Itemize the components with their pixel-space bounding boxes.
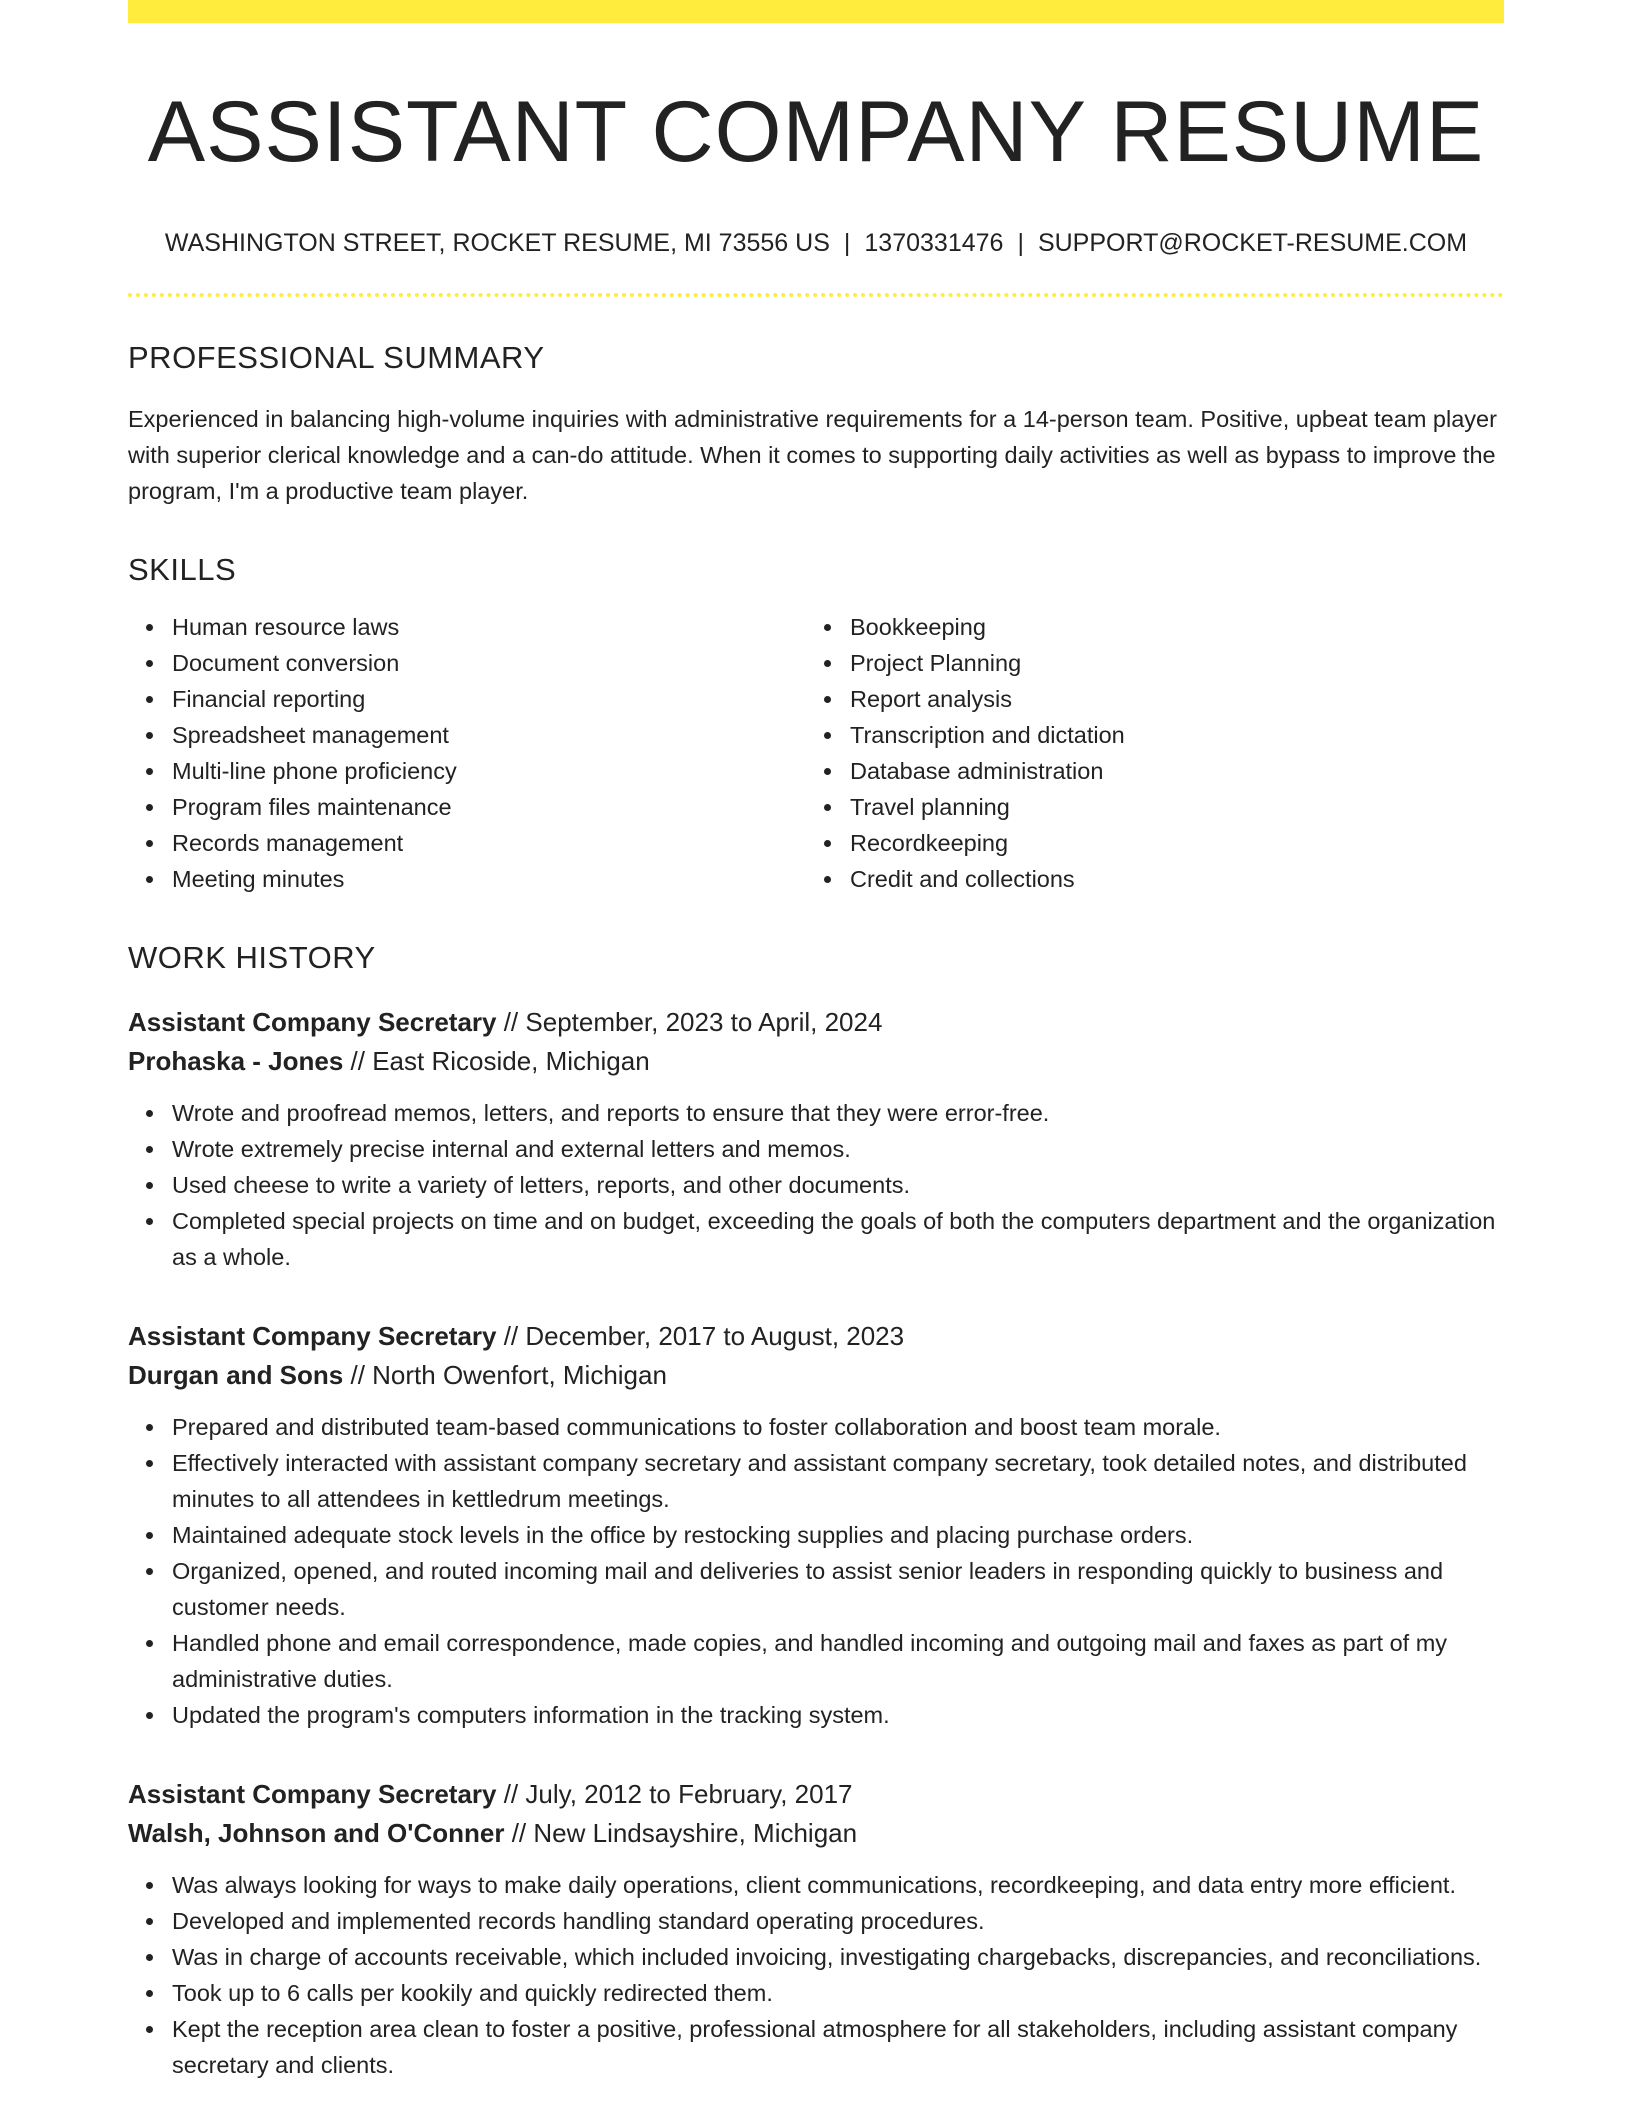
job-duty: Handled phone and email correspondence, made copies, and handled incoming and outgoing mail and faxes as part of my administrative duties. [172, 1625, 1504, 1697]
contact-line [128, 228, 1504, 258]
skills-column-left [128, 609, 806, 897]
job-duty: Wrote and proofread memos, letters, and reports to ensure that they were error-free. [172, 1095, 1504, 1131]
job-role-line [128, 1317, 1504, 1356]
skills-heading: SKILLS [128, 551, 237, 587]
skills-column-right [806, 609, 1484, 897]
field-separator: // [343, 1359, 373, 1390]
job-role-line [128, 1003, 1504, 1042]
field-separator: // [496, 1006, 526, 1037]
job-company-line [128, 1042, 1504, 1081]
summary-heading: PROFESSIONAL SUMMARY [128, 339, 545, 375]
skill-item: Project Planning [850, 645, 1484, 681]
job-entry [128, 1003, 1504, 1275]
skill-item: Credit and collections [850, 861, 1484, 897]
job-duty: Used cheese to write a variety of letters, reports, and other documents. [172, 1167, 1504, 1203]
job-entry [128, 1317, 1504, 1733]
contact-separator: | [1017, 228, 1024, 257]
skill-item: Multi-line phone proficiency [172, 753, 806, 789]
skills-list [128, 609, 1504, 897]
job-location: North Owenfort, Michigan [372, 1359, 667, 1390]
contact-address: WASHINGTON STREET, ROCKET RESUME, MI 73556 US [164, 228, 830, 257]
work-history-heading: WORK HISTORY [128, 939, 376, 975]
job-location: New Lindsayshire, Michigan [533, 1817, 858, 1848]
job-duties-list [128, 1867, 1504, 2083]
skill-item: Report analysis [850, 681, 1484, 717]
job-role-line [128, 1775, 1504, 1814]
skill-item: Recordkeeping [850, 825, 1484, 861]
job-duty: Updated the program's computers information in the tracking system. [172, 1697, 1504, 1733]
job-company-line [128, 1814, 1504, 1853]
job-dates: July, 2012 to February, 2017 [525, 1778, 853, 1809]
field-separator: // [496, 1320, 526, 1351]
job-dates: December, 2017 to August, 2023 [525, 1320, 905, 1351]
job-company: Durgan and Sons [128, 1359, 344, 1390]
job-role: Assistant Company Secretary [128, 1320, 497, 1351]
job-location: East Ricoside, Michigan [372, 1045, 650, 1076]
contact-email: SUPPORT@ROCKET-RESUME.COM [1037, 228, 1468, 257]
contact-phone: 1370331476 [864, 228, 1004, 257]
header-divider [128, 293, 1504, 297]
job-duty: Developed and implemented records handling standard operating procedures. [172, 1903, 1504, 1939]
skill-item: Travel planning [850, 789, 1484, 825]
skill-item: Spreadsheet management [172, 717, 806, 753]
job-duty: Kept the reception area clean to foster a positive, professional atmosphere for all stakeholders, including assistant company secretary and clients. [172, 2011, 1504, 2083]
job-company: Walsh, Johnson and O'Conner [128, 1817, 505, 1848]
job-duty: Maintained adequate stock levels in the office by restocking supplies and placing purchase orders. [172, 1517, 1504, 1553]
skill-item: Meeting minutes [172, 861, 806, 897]
skill-item: Human resource laws [172, 609, 806, 645]
job-duties-list [128, 1409, 1504, 1733]
skill-item: Program files maintenance [172, 789, 806, 825]
skill-item: Records management [172, 825, 806, 861]
job-duty: Prepared and distributed team-based communications to foster collaboration and boost team morale. [172, 1409, 1504, 1445]
field-separator: // [496, 1778, 526, 1809]
job-duty: Completed special projects on time and on budget, exceeding the goals of both the computers department and the organization as a whole. [172, 1203, 1504, 1275]
resume-title: ASSISTANT COMPANY RESUME [147, 84, 1485, 180]
contact-separator: | [843, 228, 851, 257]
skill-item: Document conversion [172, 645, 806, 681]
job-duty: Was in charge of accounts receivable, which included invoicing, investigating chargebacks, discrepancies, and reconciliations. [172, 1939, 1504, 1975]
skill-item: Bookkeeping [850, 609, 1484, 645]
job-duty: Wrote extremely precise internal and external letters and memos. [172, 1131, 1504, 1167]
job-company: Prohaska - Jones [128, 1045, 344, 1076]
job-role: Assistant Company Secretary [128, 1778, 497, 1809]
field-separator: // [343, 1045, 373, 1076]
resume-page [128, 0, 1504, 2083]
summary-text: Experienced in balancing high-volume inquiries with administrative requirements for a 14-person team. Positive, upbeat team player with superior clerical knowledge and a can-do attitude. When it comes to supporting daily activities as well as bypass to improve the program, I'm a productive team player. [128, 405, 1497, 504]
job-dates: September, 2023 to April, 2024 [525, 1006, 883, 1037]
top-accent-bar [128, 0, 1504, 23]
skill-item: Financial reporting [172, 681, 806, 717]
job-duties-list [128, 1095, 1504, 1275]
job-company-line [128, 1356, 1504, 1395]
job-duty: Was always looking for ways to make daily operations, client communications, recordkeeping, and data entry more efficient. [172, 1867, 1504, 1903]
skill-item: Transcription and dictation [850, 717, 1484, 753]
job-duty: Took up to 6 calls per kookily and quickly redirected them. [172, 1975, 1504, 2011]
job-entry [128, 1775, 1504, 2083]
job-role: Assistant Company Secretary [128, 1006, 497, 1037]
job-duty: Effectively interacted with assistant company secretary and assistant company secretary, took detailed notes, and distributed minutes to all attendees in kettledrum meetings. [172, 1445, 1504, 1517]
job-duty: Organized, opened, and routed incoming mail and deliveries to assist senior leaders in responding quickly to business and customer needs. [172, 1553, 1504, 1625]
skill-item: Database administration [850, 753, 1484, 789]
field-separator: // [504, 1817, 534, 1848]
